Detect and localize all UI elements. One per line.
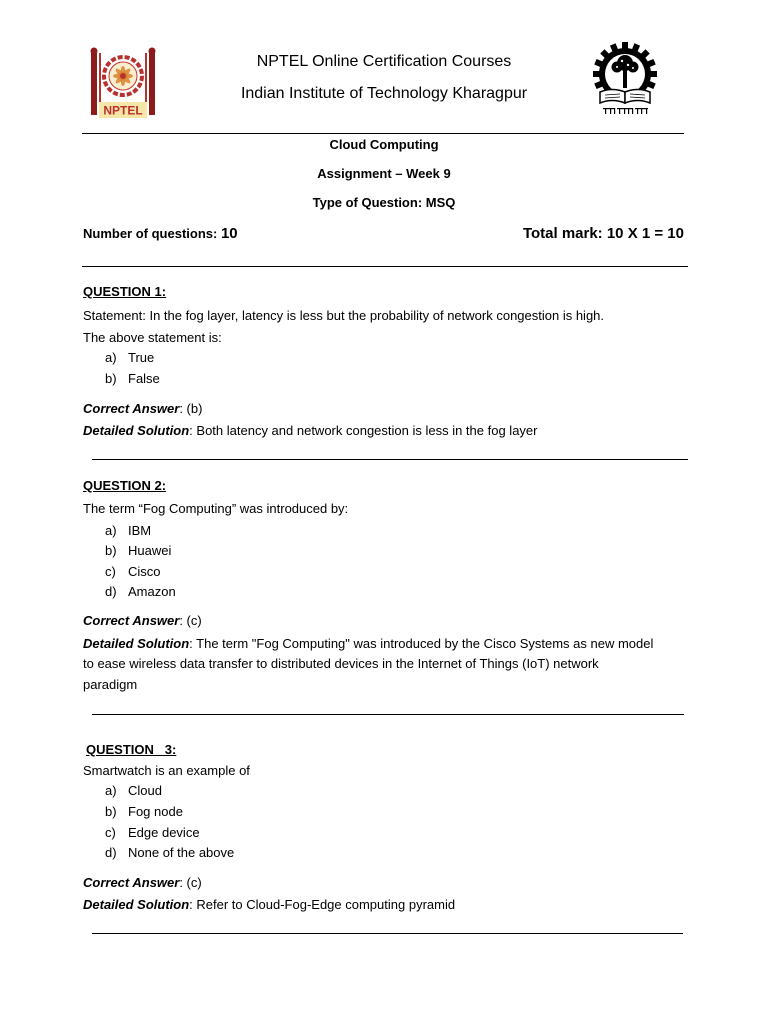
question-3-detailed-solution — [83, 897, 455, 913]
option-letter: c) — [105, 825, 116, 840]
question-2-correct-answer — [83, 613, 202, 629]
question-2-heading: QUESTION 2: — [83, 478, 167, 493]
header-title: NPTEL Online Certification Courses — [256, 53, 512, 70]
number-of-questions — [83, 225, 238, 243]
nptel-logo-text: NPTEL — [103, 103, 143, 118]
option-text: True — [128, 350, 155, 365]
number-of-questions-label: Number of questions: — [83, 226, 221, 241]
question-3-option-a — [105, 783, 162, 799]
question-2-prompt: The term “Fog Computing” was introduced by: — [83, 501, 349, 516]
option-text: Amazon — [128, 584, 176, 599]
option-letter: c) — [105, 564, 116, 579]
question-1-statement: Statement: In the fog layer, latency is less but the probability of network congestion is high. — [83, 308, 605, 323]
correct-answer-label: Correct Answer — [83, 613, 180, 628]
course-title: Cloud Computing — [329, 137, 439, 152]
question-3-correct-answer — [83, 875, 202, 891]
divider — [92, 459, 688, 460]
question-3-prompt: Smartwatch is an example of — [83, 763, 250, 778]
question-3-heading: QUESTION 3: — [86, 742, 177, 757]
header-subtitle: Indian Institute of Technology Kharagpur — [240, 85, 528, 102]
divider — [82, 266, 688, 267]
question-2-option-a — [105, 523, 151, 539]
divider — [82, 133, 684, 134]
detailed-solution-continuation: to ease wireless data transfer to distributed devices in the Internet of Things (IoT) network — [83, 656, 599, 671]
option-text: Cloud — [128, 783, 162, 798]
question-1-detailed-solution — [83, 423, 537, 439]
divider — [92, 714, 684, 715]
option-text: Edge device — [128, 825, 200, 840]
detailed-solution-text: : The term "Fog Computing" was introduced by the Cisco Systems as new model — [189, 636, 654, 651]
option-text: IBM — [128, 523, 152, 538]
option-letter: b) — [105, 371, 117, 386]
option-letter: d) — [105, 845, 117, 860]
detailed-solution-text: : Both latency and network congestion is less in the fog layer — [189, 423, 538, 438]
question-3-option-b — [105, 804, 183, 820]
detailed-solution-label: Detailed Solution — [83, 636, 190, 651]
assignment-title: Assignment – Week 9 — [317, 166, 451, 181]
option-text: None of the above — [128, 845, 235, 860]
option-letter: d) — [105, 584, 117, 599]
option-text: False — [128, 371, 160, 386]
correct-answer-value: : (c) — [179, 875, 202, 890]
correct-answer-value: : (c) — [179, 613, 202, 628]
question-2-option-b — [105, 543, 171, 559]
question-3-option-c — [105, 825, 200, 841]
divider — [92, 933, 683, 934]
option-text: Huawei — [128, 543, 172, 558]
detailed-solution-label: Detailed Solution — [83, 897, 190, 912]
question-2-detailed-solution — [83, 636, 653, 652]
question-3-option-d — [105, 845, 234, 861]
question-1-option-b — [105, 371, 160, 387]
number-of-questions-value: 10 — [220, 225, 238, 242]
option-letter: b) — [105, 543, 117, 558]
question-1-option-a — [105, 350, 154, 366]
question-1-heading: QUESTION 1: — [83, 284, 167, 299]
book-icon — [600, 90, 650, 104]
detailed-solution-continuation: paradigm — [83, 677, 138, 692]
detailed-solution-label: Detailed Solution — [83, 423, 190, 438]
question-type: Type of Question: MSQ — [312, 195, 456, 210]
motto-lettering — [603, 108, 648, 114]
question-2-option-d — [105, 584, 176, 600]
option-text: Cisco — [128, 564, 161, 579]
correct-answer-label: Correct Answer — [83, 875, 180, 890]
correct-answer-label: Correct Answer — [83, 401, 180, 416]
iit-kharagpur-logo — [586, 42, 664, 120]
option-letter: a) — [105, 783, 117, 798]
question-1-prompt: The above statement is: — [83, 330, 222, 345]
total-mark: Total mark: 10 X 1 = 10 — [522, 225, 684, 242]
question-2-option-c — [105, 564, 161, 580]
option-text: Fog node — [128, 804, 183, 819]
correct-answer-value: : (b) — [179, 401, 203, 416]
question-1-correct-answer — [83, 401, 202, 417]
option-letter: a) — [105, 523, 117, 538]
option-letter: a) — [105, 350, 117, 365]
detailed-solution-text: : Refer to Cloud-Fog-Edge computing pyramid — [189, 897, 456, 912]
option-letter: b) — [105, 804, 117, 819]
